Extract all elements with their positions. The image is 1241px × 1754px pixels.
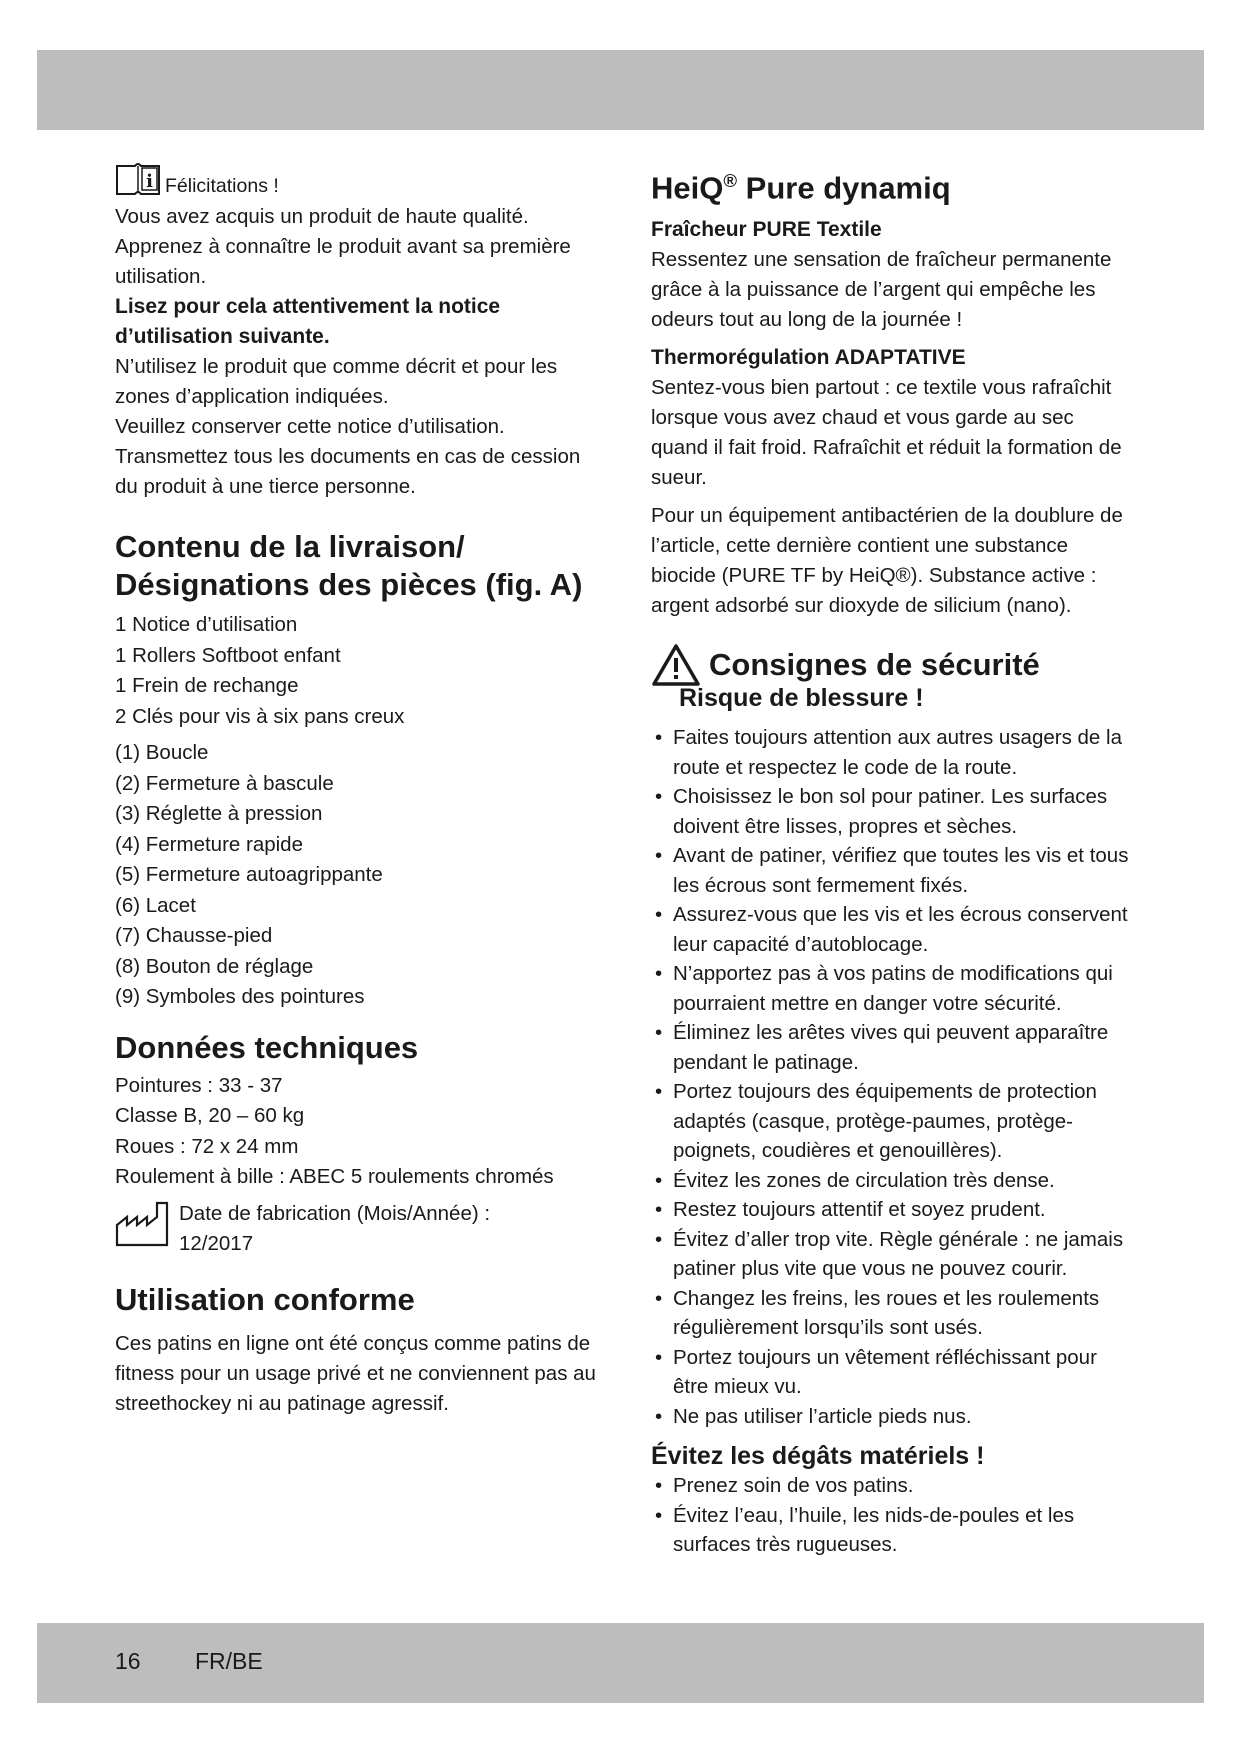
list-item: 1 Notice d’utilisation	[115, 613, 298, 636]
list-item: (6) Lacet	[115, 893, 196, 917]
intro-line: Transmettez tous les documents en cas de cession du produit à une tierce personne.	[115, 445, 581, 498]
list-item: Classe B, 20 – 60 kg	[115, 1104, 305, 1127]
list-item: • Portez toujours des équipements de protection adaptés (casque, protège-paumes, protège-poignets, coudières et genouillères).	[651, 1077, 1136, 1166]
intro-title: Félicitations !	[165, 175, 279, 197]
list-item: • Faites toujours attention aux autres usagers de la route et respectez le code de la route.	[651, 723, 1136, 782]
contents-list	[115, 610, 605, 732]
tech-title: Données techniques	[115, 1029, 419, 1065]
registered-mark: ®	[723, 170, 738, 191]
list-item: • Évitez les zones de circulation très dense.	[651, 1166, 1136, 1196]
safety-subtitle: Risque de blessure !	[679, 684, 924, 713]
svg-text:i: i	[146, 171, 153, 192]
fresh-title: Fraîcheur PURE Textile	[651, 218, 882, 242]
intro-line: Veuillez conserver cette notice d’utilisation.	[115, 415, 505, 438]
list-item: • N’apportez pas à vos patins de modifications qui pourraient mettre en danger votre sécurité.	[651, 959, 1136, 1018]
usage-title: Utilisation conforme	[115, 1281, 415, 1317]
right-column	[651, 162, 1136, 1560]
list-item: • Changez les freins, les roues et les roulements régulièrement lorsqu’ils sont usés.	[651, 1284, 1136, 1343]
mfg-date: Date de fabrication (Mois/Année) : 12/2017	[179, 1201, 491, 1255]
list-item: • Restez toujours attentif et soyez prudent.	[651, 1195, 1136, 1225]
page-number: 16	[115, 1648, 141, 1674]
list-item: • Évitez d’aller trop vite. Règle générale : ne jamais patiner plus vite que vous ne pouvez courir.	[651, 1225, 1136, 1284]
read-manual-icon	[115, 160, 161, 198]
thermo-title: Thermorégulation ADAPTATIVE	[651, 346, 966, 370]
list-item: • Portez toujours un vêtement réfléchissant pour être mieux vu.	[651, 1343, 1136, 1402]
damage-list	[651, 1471, 1136, 1560]
list-item: (9) Symboles des pointures	[115, 985, 365, 1008]
parts-list	[115, 738, 605, 1013]
list-item: • Choisissez le bon sol pour patiner. Les surfaces doivent être lisses, propres et sèches.	[651, 782, 1136, 841]
list-item: (8) Bouton de réglage	[115, 954, 314, 978]
intro-bold: Lisez pour cela attentivement la notice d’utilisation suivante.	[115, 295, 501, 348]
manufacturer-factory-icon	[115, 1199, 171, 1249]
language-code: FR/BE	[195, 1648, 263, 1674]
list-item: (5) Fermeture autoagrippante	[115, 863, 383, 886]
tech-list	[115, 1071, 605, 1193]
safety-heading	[651, 643, 1136, 687]
list-item: • Éliminez les arêtes vives qui peuvent apparaître pendant le patinage.	[651, 1018, 1136, 1077]
list-item: Pointures : 33 - 37	[115, 1073, 283, 1097]
heiq-title-main: HeiQ	[651, 170, 724, 206]
damage-title: Évitez les dégâts matériels !	[651, 1442, 985, 1471]
list-item: 2 Clés pour vis à six pans creux	[115, 704, 405, 728]
left-column	[115, 160, 605, 1419]
intro-line: Vous avez acquis un produit de haute qualité.	[115, 205, 529, 228]
list-item: 1 Frein de rechange	[115, 674, 299, 697]
list-item: Roues : 72 x 24 mm	[115, 1134, 299, 1158]
safety-list	[651, 723, 1136, 1431]
intro-heading	[115, 160, 605, 198]
list-item: 1 Rollers Softboot enfant	[115, 643, 341, 667]
contents-title: Contenu de la livraison/ Désignations des pièces (fig. A)	[115, 529, 583, 602]
list-item: • Évitez l’eau, l’huile, les nids-de-poules et les surfaces très rugueuses.	[651, 1501, 1136, 1560]
heiq-title	[651, 162, 1136, 207]
intro-line: Apprenez à connaître le produit avant sa première utilisation.	[115, 235, 571, 288]
list-item: (4) Fermeture rapide	[115, 832, 303, 856]
list-item: (2) Fermeture à bascule	[115, 771, 334, 795]
usage-text: Ces patins en ligne ont été conçus comme patins de fitness pour un usage privé et ne conviennent pas au streethockey ni au patinage agressif.	[115, 1331, 596, 1415]
list-item: • Avant de patiner, vérifiez que toutes les vis et tous les écrous sont fermement fixés.	[651, 841, 1136, 900]
mfg-date-row	[115, 1199, 605, 1259]
thermo-text: Sentez-vous bien partout : ce textile vous rafraîchit lorsque vous avez chaud et vous garde au sec quand il fait froid. Rafraîchit et réduit la formation de sueur.	[651, 376, 1122, 490]
antibac-text: Pour un équipement antibactérien de la doublure de l’article, cette dernière contient une substance biocide (PURE TF by HeiQ®). Substance active : argent adsorbé sur dioxyde de silicium (nano).	[651, 504, 1123, 618]
list-item: Roulement à bille : ABEC 5 roulements chromés	[115, 1165, 554, 1188]
heiq-title-rest: Pure dynamiq	[737, 170, 951, 206]
safety-title: Consignes de sécurité	[709, 647, 1040, 683]
header-band	[37, 50, 1204, 130]
list-item: • Assurez-vous que les vis et les écrous conservent leur capacité d’autoblocage.	[651, 900, 1136, 959]
list-item: (1) Boucle	[115, 741, 209, 764]
warning-icon	[651, 643, 701, 687]
intro-line: N’utilisez le produit que comme décrit et pour les zones d’application indiquées.	[115, 355, 558, 408]
list-item: (3) Réglette à pression	[115, 802, 323, 825]
list-item: • Ne pas utiliser l’article pieds nus.	[651, 1402, 1136, 1432]
fresh-text: Ressentez une sensation de fraîcheur permanente grâce à la puissance de l’argent qui empêche les odeurs tout au long de la journée !	[651, 248, 1112, 332]
list-item: • Prenez soin de vos patins.	[651, 1471, 1136, 1501]
list-item: (7) Chausse-pied	[115, 924, 273, 947]
